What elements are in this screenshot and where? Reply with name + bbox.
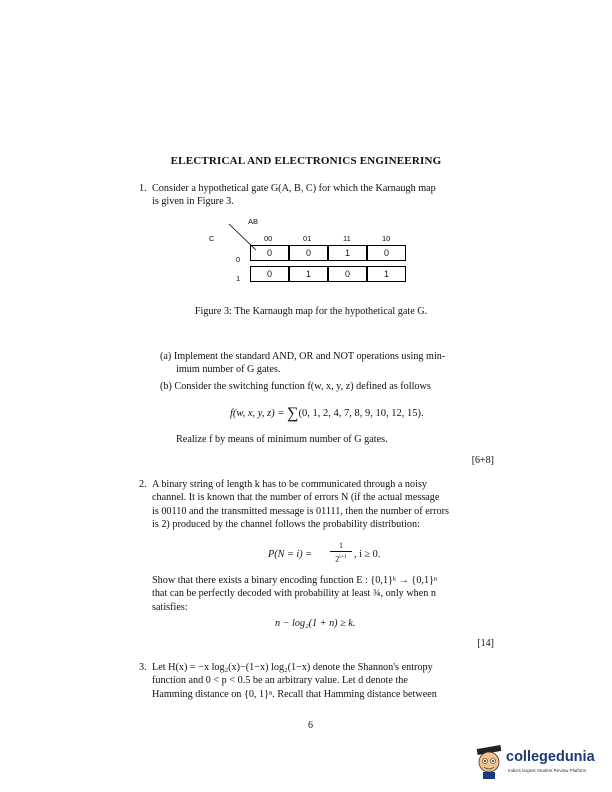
figure-caption: Figure 3: The Karnaugh map for the hypothetical gate G. [194,306,428,317]
sum-symbol: ∑ [287,405,299,422]
q1-line2: is given in Figure 3. [152,196,234,208]
q1-line1: Consider a hypothetical gate G(A, B, C) for which the Karnaugh map [152,183,436,194]
q2-marks: [14] [477,638,494,649]
page-number: 6 [308,720,313,731]
q2-line7: satisfies: [152,601,188,613]
q1-formula [230,405,424,423]
karnaugh-map [200,215,420,290]
q3-line2: function and 0 < p < 0.5 be an arbitrary value. Let d denote the [152,675,408,687]
q2-line2: channel. It is known that the number of errors N (if the actual message [152,492,440,504]
kmap-cell: 0 [328,266,367,282]
kmap-c-label: C [209,234,215,243]
kmap-cell: 0 [367,245,406,261]
kmap-cell: 0 [289,245,328,261]
q3-line3: Hamming distance on {0, 1}ⁿ. Recall that Hamming distance between [152,688,437,700]
q2-formula-lhs: P(N = i) = [268,549,313,560]
q2-formula [268,541,418,565]
q3-number: 3. [139,662,147,673]
page-heading: ELECTRICAL AND ELECTRONICS ENGINEERING [170,155,442,167]
q2-line5: Show that there exists a binary encoding function E : {0,1}ᵏ → {0,1}ⁿ [152,575,438,586]
q2-line3: is 00110 and the transmitted message is 01111, then the number of errors [152,505,449,517]
q1-formula-rhs: (0, 1, 2, 4, 7, 8, 9, 10, 12, 15). [298,408,424,419]
q1-number: 1. [139,183,147,194]
logo-tagline: India's largest Student Review Platform [508,768,587,773]
kmap-row-header: 0 [236,255,241,264]
q2-fraction-numerator: 1 [330,541,352,552]
kmap-col-header: 00 [264,234,273,243]
q2-text [152,478,497,532]
q2-den-base: 2 [335,554,340,564]
q1-part-a [160,350,498,377]
q3-text [152,661,497,701]
kmap-cell: 1 [367,266,406,282]
logo-wordmark: collegedunia [506,749,595,765]
q1-part-b-line1: (b) Consider the switching function f(w, x, y, z) defined as follows [160,381,431,392]
q2-formula-rhs: , i ≥ 0. [354,549,381,560]
mascot-icon [474,744,506,780]
q2-den-sup: i+1 [339,554,347,560]
kmap-col-header: 11 [343,234,351,243]
kmap-row-header: 1 [236,274,241,283]
q2-line6: that can be perfectly decoded with probability at least ¾, only when n [152,588,437,600]
kmap-cell: 0 [250,266,289,282]
q2-formula-2: n − log₂(1 + n) ≥ k. [275,618,356,629]
kmap-ab-label: AB [248,217,259,226]
kmap-cell: 0 [250,245,289,261]
kmap-col-header: 10 [382,234,391,243]
q3-line1: Let H(x) = −x log₂(x)−(1−x) log₂(1−x) denote the Shannon's entropy [152,662,433,673]
q2-fraction-denominator [330,552,352,565]
q2-number: 2. [139,479,147,490]
q1-marks: [6+8] [471,455,494,466]
collegedunia-logo [474,744,604,780]
q1-text [152,182,497,209]
q2-line4: is 2) produced by the channel follows the probability distribution: [152,519,420,531]
kmap-cell: 1 [289,266,328,282]
kmap-col-header: 01 [303,234,312,243]
q2-text-2 [152,574,497,614]
q1-part-a-line1: (a) Implement the standard AND, OR and NOT operations using min- [160,351,446,362]
kmap-cell: 1 [328,245,367,261]
q1-part-a-line2: imum number of G gates. [176,364,281,376]
q1-part-b-line2: Realize f by means of minimum number of G gates. [176,434,388,445]
q2-line1: A binary string of length k has to be communicated through a noisy [152,479,428,490]
q1-formula-lhs: f(w, x, y, z) = [230,408,285,419]
